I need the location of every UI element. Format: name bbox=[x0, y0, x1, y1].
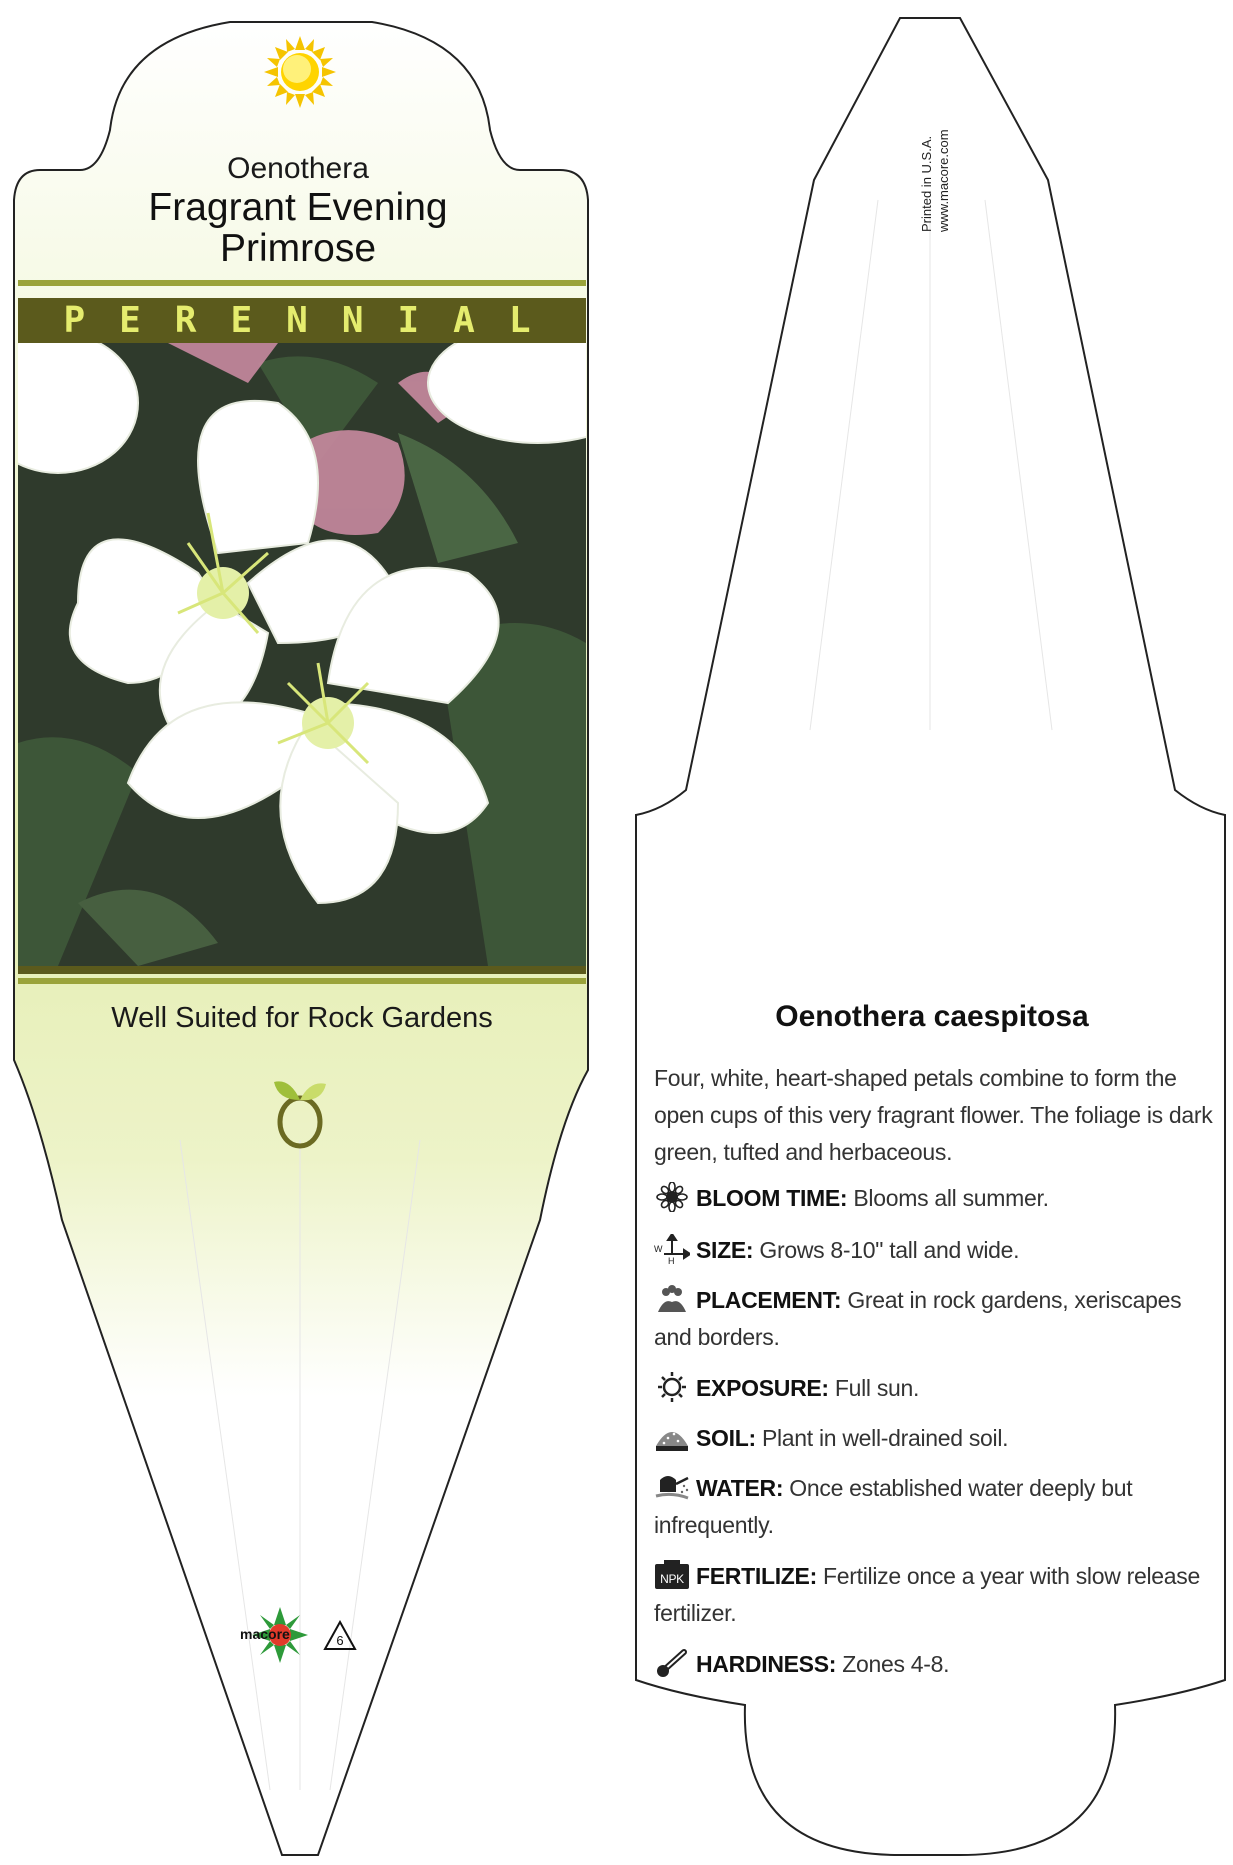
thermometer-icon bbox=[654, 1648, 690, 1678]
category-label: PERENNIAL bbox=[63, 300, 565, 341]
soil-icon bbox=[654, 1422, 690, 1452]
bloom-label: BLOOM TIME: bbox=[696, 1185, 848, 1211]
exposure-text: Full sun. bbox=[834, 1375, 920, 1401]
fertilize-text: Fertilize once a year with slow release fertilizer. bbox=[654, 1563, 1200, 1626]
description: Four, white, heart-shaped petals combine to form the open cups of this very fragrant flower. The foliage is dark green, tufted and herbaceous. bbox=[654, 1065, 1213, 1165]
tagline: Well Suited for Rock Gardens bbox=[111, 1002, 493, 1034]
care-row-soil bbox=[654, 1420, 1214, 1457]
sun-icon bbox=[262, 34, 338, 110]
brand-name: macore bbox=[240, 1626, 290, 1642]
common-name-line2: Primrose bbox=[219, 227, 377, 270]
soil-label: SOIL: bbox=[696, 1425, 756, 1451]
bloom-text: Blooms all summer. bbox=[853, 1185, 1049, 1211]
care-row-fertilize bbox=[654, 1558, 1214, 1632]
genus-name: Oenothera bbox=[227, 152, 369, 185]
printed-info bbox=[918, 112, 952, 232]
flower-photo bbox=[18, 343, 586, 966]
care-row-water bbox=[654, 1470, 1214, 1544]
placement-label: PLACEMENT: bbox=[696, 1287, 842, 1313]
sun-outline-icon bbox=[654, 1372, 690, 1402]
size-arrows-icon bbox=[654, 1234, 690, 1264]
common-name-line1: Fragrant Evening bbox=[148, 186, 448, 229]
placement-icon bbox=[654, 1284, 690, 1314]
printed-line2: www.macore.com bbox=[936, 129, 951, 232]
svg-text:W: W bbox=[654, 1244, 663, 1254]
flower-icon bbox=[654, 1182, 690, 1212]
care-row-exposure bbox=[654, 1370, 1214, 1407]
hardiness-label: HARDINESS: bbox=[696, 1651, 837, 1677]
care-row-placement bbox=[654, 1282, 1214, 1356]
svg-text:H: H bbox=[668, 1256, 675, 1264]
size-label: SIZE: bbox=[696, 1237, 754, 1263]
water-text: Once established water deeply but infrequently. bbox=[654, 1475, 1133, 1538]
care-row-size bbox=[654, 1232, 1214, 1269]
watering-can-icon bbox=[654, 1472, 690, 1502]
water-label: WATER: bbox=[696, 1475, 784, 1501]
npk-text: NPK bbox=[660, 1572, 684, 1586]
size-text: Grows 8-10" tall and wide. bbox=[759, 1237, 1020, 1263]
hardiness-text: Zones 4-8. bbox=[842, 1651, 950, 1677]
placement-text: Great in rock gardens, xeriscapes and borders. bbox=[654, 1287, 1182, 1350]
exposure-label: EXPOSURE: bbox=[696, 1375, 829, 1401]
scientific-name: Oenothera caespitosa bbox=[775, 1000, 1089, 1033]
recycle-number: 6 bbox=[336, 1633, 344, 1648]
care-row-hardiness bbox=[654, 1646, 1214, 1683]
care-row-bloom bbox=[654, 1180, 1214, 1217]
fertilize-label: FERTILIZE: bbox=[696, 1563, 817, 1589]
npk-icon bbox=[654, 1560, 690, 1590]
printed-line1: Printed in U.S.A. bbox=[919, 135, 934, 232]
recycle-icon bbox=[323, 1620, 357, 1652]
soil-text: Plant in well-drained soil. bbox=[761, 1425, 1009, 1451]
seedling-logo-icon bbox=[270, 1070, 330, 1150]
